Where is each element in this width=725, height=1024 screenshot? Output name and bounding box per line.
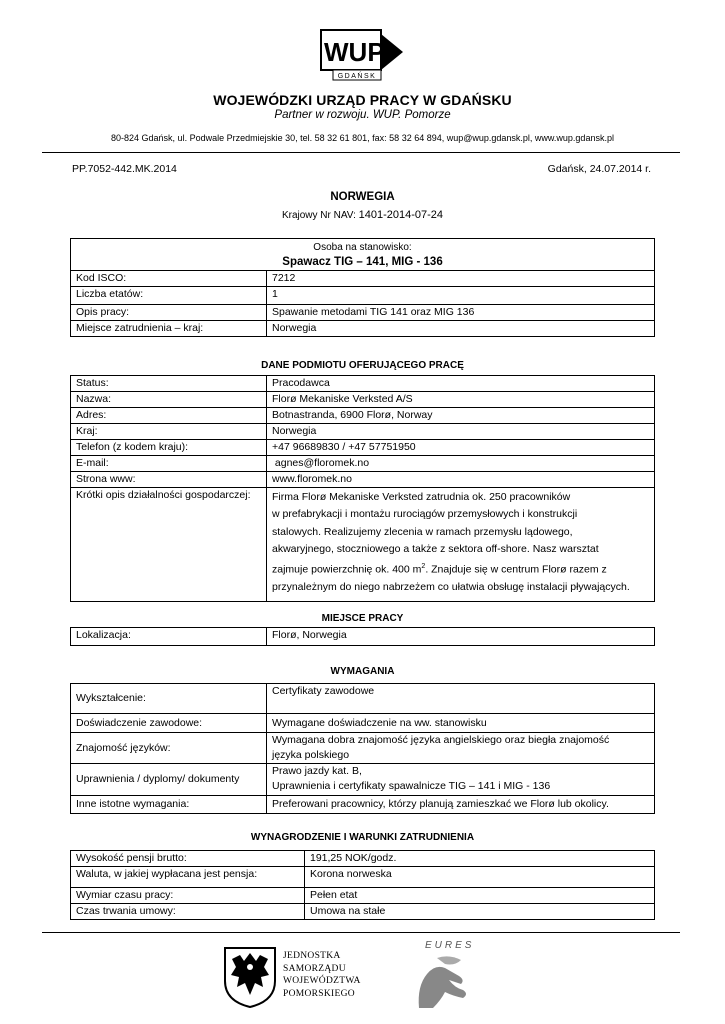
area-prefix: zajmuje powierzchnię ok. 400 m: [272, 563, 422, 576]
requirement-line: Wymagana dobra znajomość języka angielskiego oraz biegła znajomość: [272, 734, 610, 746]
workplace-location: Florø, Norwegia: [267, 628, 655, 646]
table-row: [71, 271, 655, 287]
employer-description: [267, 488, 655, 602]
footer-divider: [42, 932, 680, 933]
row-label: Kod ISCO:: [71, 271, 267, 287]
logo-subtext: GDAŃSK: [337, 73, 377, 80]
requirement-line: Preferowani pracownicy, którzy planują zamieszkać we Florø lub okolicy.: [272, 798, 609, 810]
nav-label: Krajowy Nr NAV:: [281, 210, 359, 221]
row-label: Czas trwania umowy:: [71, 904, 305, 920]
row-label: Wymiar czasu pracy:: [71, 888, 305, 904]
table-row: [71, 628, 655, 646]
salary-section-title: WYNAGRODZENIE I WARUNKI ZATRUDNIENIA: [250, 832, 475, 843]
table-row: [71, 888, 655, 904]
table-row: [71, 456, 655, 472]
position-title: Spawacz TIG – 141, MIG - 136: [282, 256, 443, 268]
header-divider: [42, 152, 680, 153]
row-label: Miejsce zatrudnienia – kraj:: [71, 321, 267, 337]
regional-government-label: [283, 950, 361, 1000]
institution-tagline: Partner w rozwoju. WUP. Pomorze: [274, 109, 451, 121]
requirements-section-title: WYMAGANIA: [330, 666, 395, 677]
employer-table: [70, 375, 655, 602]
row-label: Liczba etatów:: [71, 287, 267, 305]
table-row: [71, 408, 655, 424]
description-line: w prefabrykacji i montażu rurociągów przemysłowych i konstrukcji: [272, 508, 578, 521]
row-label: Kraj:: [71, 424, 267, 440]
isco-code: 7212: [267, 271, 655, 287]
row-label: Krótki opis działalności gospodarczej:: [71, 488, 267, 602]
description-line: przynależnym do niego nabrzeżem co ułatwia obsługę instalacji pływających.: [272, 580, 630, 593]
row-label: Wysokość pensji brutto:: [71, 851, 305, 867]
row-label: Nazwa:: [71, 392, 267, 408]
salary-amount: 191,25 NOK/godz.: [305, 851, 655, 867]
table-row: [71, 684, 655, 714]
requirement-line: Wymagane doświadczenie na ww. stanowisku: [272, 716, 487, 729]
table-row: [71, 488, 655, 602]
row-label: Uprawnienia / dyplomy/ dokumenty: [71, 764, 267, 796]
row-label: Opis pracy:: [71, 305, 267, 321]
salary-table: [70, 850, 655, 920]
description-line: stalowych. Realizujemy zlecenia w ramach przemysłu lądowego,: [272, 525, 573, 538]
nav-line: [0, 209, 725, 221]
employer-email[interactable]: agnes@floromek.no: [267, 456, 655, 472]
table-row: [71, 392, 655, 408]
other-requirements-value: [267, 796, 655, 814]
position-caption: Osoba na stanowisko:: [313, 242, 412, 253]
institution-address: 80-824 Gdańsk, ul. Podwale Przedmiejskie 30, tel. 58 32 61 801, fax: 58 32 64 894, wup@wup.gdansk.pl, www.wup.gdansk.pl: [111, 133, 614, 143]
wup-logo: [318, 28, 408, 84]
gov-line: JEDNOSTKA: [283, 951, 341, 961]
experience-value: [267, 714, 655, 733]
education-value: [267, 684, 655, 714]
logo-text: WUP: [324, 37, 385, 67]
employer-website[interactable]: www.floromek.no: [267, 472, 655, 488]
row-label: Znajomość języków:: [71, 733, 267, 764]
workplace-section-title: MIEJSCE PRACY: [321, 613, 404, 624]
employment-country: Norwegia: [267, 321, 655, 337]
description-line: akwaryjnego, stoczniowego a także z sektora off-shore. Nasz warsztat: [272, 542, 599, 555]
table-row: [71, 867, 655, 888]
employer-country: Norwegia: [267, 424, 655, 440]
contract-duration: Umowa na stałe: [305, 904, 655, 920]
description-line: [272, 558, 649, 579]
eures-hand-icon: [415, 950, 475, 1012]
qualifications-value: [267, 764, 655, 796]
row-label: Waluta, w jakiej wypłacana jest pensja:: [71, 867, 305, 888]
offer-country: NORWEGIA: [330, 191, 395, 203]
table-row: [71, 305, 655, 321]
employer-phone: +47 96689830 / +47 57751950: [267, 440, 655, 456]
table-row: [71, 714, 655, 733]
reference-number: PP.7052-442.MK.2014: [72, 163, 177, 175]
workplace-table: [70, 627, 655, 646]
row-label: Status:: [71, 376, 267, 392]
job-description: Spawanie metodami TIG 141 oraz MIG 136: [267, 305, 655, 321]
requirement-line: Prawo jazdy kat. B,: [272, 765, 362, 777]
table-row: [71, 904, 655, 920]
employer-name: Florø Mekaniske Verksted A/S: [267, 392, 655, 408]
row-label: Adres:: [71, 408, 267, 424]
eures-label: EURES: [425, 940, 475, 951]
row-label: Lokalizacja:: [71, 628, 267, 646]
position-table: [70, 238, 655, 337]
table-row: [71, 851, 655, 867]
requirements-table: [70, 683, 655, 814]
row-label: Telefon (z kodem kraju):: [71, 440, 267, 456]
table-row: [71, 376, 655, 392]
row-label: E-mail:: [71, 456, 267, 472]
description-line: Firma Florø Mekaniske Verksted zatrudnia ok. 250 pracowników: [272, 491, 571, 503]
working-time: Pełen etat: [305, 888, 655, 904]
area-suffix: . Znajduje się w centrum Florø razem z: [425, 563, 607, 576]
table-row: [71, 472, 655, 488]
institution-name: WOJEWÓDZKI URZĄD PRACY W GDAŃSKU: [213, 92, 512, 108]
row-label: Wykształcenie:: [71, 684, 267, 714]
row-label: Inne istotne wymagania:: [71, 796, 267, 814]
table-row: [71, 764, 655, 796]
requirement-line: języka polskiego: [272, 749, 350, 761]
employer-section-title: DANE PODMIOTU OFERUJĄCEGO PRACĘ: [261, 360, 464, 371]
table-row: [71, 440, 655, 456]
table-row: [71, 321, 655, 337]
document-date: Gdańsk, 24.07.2014 r.: [547, 163, 651, 175]
positions-count: 1: [267, 287, 655, 305]
table-row: [71, 287, 655, 305]
employer-address: Botnastranda, 6900 Florø, Norway: [267, 408, 655, 424]
row-label: Strona www:: [71, 472, 267, 488]
languages-value: [267, 733, 655, 764]
employer-status: Pracodawca: [267, 376, 655, 392]
area-superscript: 2: [421, 563, 426, 571]
table-row: [71, 733, 655, 764]
table-row: [71, 424, 655, 440]
requirement-line: Uprawnienia i certyfikaty spawalnicze TIG – 141 i MIG - 136: [272, 780, 551, 792]
table-row: [71, 796, 655, 814]
eures-logo: [415, 940, 475, 1012]
gov-line: POMORSKIEGO: [283, 988, 355, 999]
gov-line: SAMORZĄDU: [283, 963, 346, 974]
row-label: Doświadczenie zawodowe:: [71, 714, 267, 733]
gov-line: WOJEWÓDZTWA: [283, 976, 361, 986]
salary-currency: Korona norweska: [305, 867, 655, 888]
nav-number: 1401-2014-07-24: [358, 209, 444, 221]
requirement-line: Certyfikaty zawodowe: [272, 685, 375, 697]
position-title-row: [71, 239, 655, 271]
pomorskie-coat-of-arms-icon: [222, 945, 278, 1009]
